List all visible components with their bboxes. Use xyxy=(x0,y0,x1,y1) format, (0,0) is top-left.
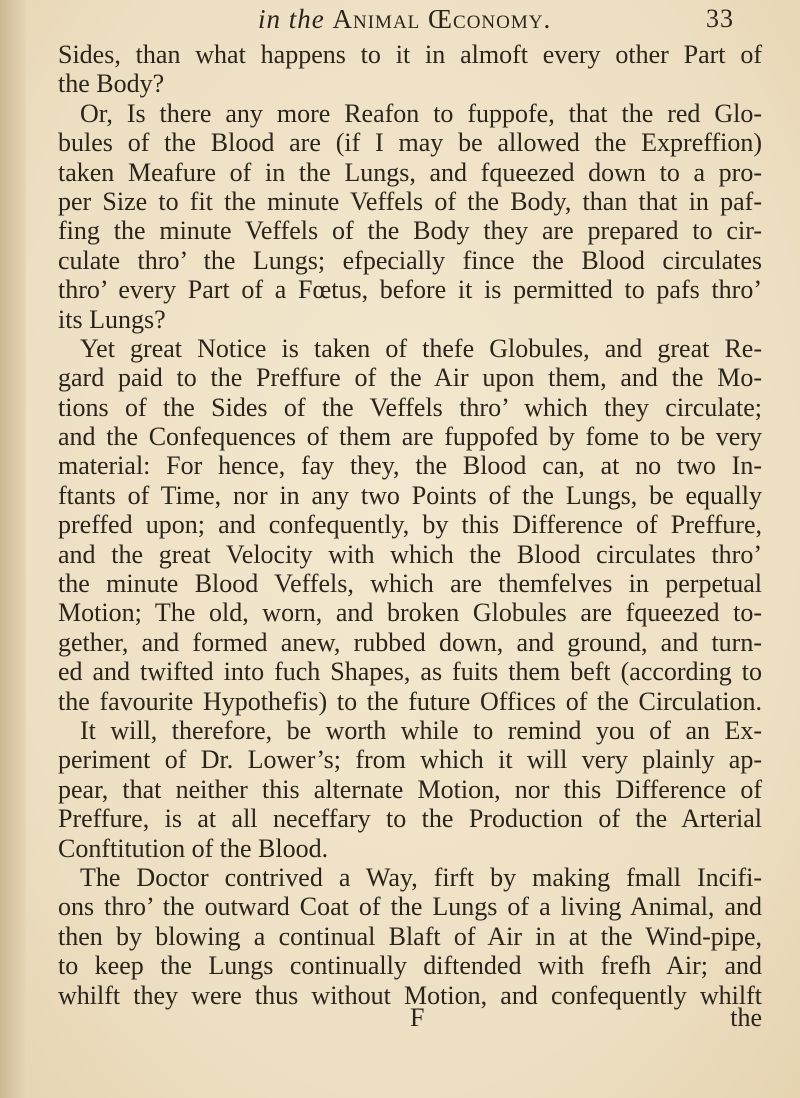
signature-mark: F xyxy=(410,1003,425,1032)
text-line: ftants of Time, nor in any two Points of the Lungs, be equally xyxy=(58,480,762,510)
text-line: and the great Velocity with which the Blood circulates thro’ xyxy=(58,539,762,569)
text-line: the Body? xyxy=(58,69,165,99)
text-line: thro’ every Part of a Fœtus, before it is permitted to pafs thro’ xyxy=(58,275,762,305)
text-line: gether, and formed anew, rubbed down, and ground, and turn- xyxy=(58,627,762,657)
text-line: Conftitution of the Blood. xyxy=(58,833,329,863)
text-line: periment of Dr. Lower’s; from which it will very plainly ap- xyxy=(58,745,762,775)
text-line: preffed upon; and confequently, by this Difference of Preffure, xyxy=(58,510,762,540)
text-line: It will, therefore, be worth while to remind you of an Ex- xyxy=(80,715,762,745)
text-line: the favourite Hypothefis) to the future Offices of the Circulation. xyxy=(58,686,762,716)
running-head-italic: in the xyxy=(258,4,325,34)
text-line: Motion; The old, worn, and broken Globules are fqueezed to- xyxy=(58,598,762,628)
text-line: pear, that neither this alternate Motion, nor this Difference of xyxy=(58,774,762,804)
text-line: per Size to fit the minute Veffels of the Body, than that in paf- xyxy=(58,186,762,216)
page-footer xyxy=(58,1003,762,1033)
text-line: Yet great Notice is taken of thefe Globules, and great Re- xyxy=(80,333,762,363)
text-line: culate thro’ the Lungs; efpecially fince the Blood circulates xyxy=(58,245,762,275)
text-line: Preffure, is at all neceffary to the Production of the Arterial xyxy=(58,804,762,834)
text-line: bules of the Blood are (if I may be allowed the Expreffion) xyxy=(58,128,762,158)
catchword: the xyxy=(730,1003,762,1032)
text-line: and the Confequences of them are fuppofed by fome to be very xyxy=(58,422,762,452)
text-line: Or, Is there any more Reafon to fuppofe, that the red Glo- xyxy=(80,98,762,128)
text-line: tions of the Sides of the Veffels thro’ which they circulate; xyxy=(58,392,762,422)
text-line: material: For hence, fay they, the Blood can, at no two In- xyxy=(58,451,762,481)
page-number: 33 xyxy=(706,4,734,33)
running-head xyxy=(258,4,551,35)
page-header xyxy=(258,4,758,38)
text-line: taken Meafure of in the Lungs, and fqueezed down to a pro- xyxy=(58,157,762,187)
text-line: whilft they were thus without Motion, and confequently whilft xyxy=(58,980,762,1010)
running-head-title: Animal Œconomy. xyxy=(332,4,552,34)
text-line: its Lungs? xyxy=(58,304,166,334)
text-line: the minute Blood Veffels, which are themfelves in perpetual xyxy=(58,569,762,599)
text-line: Sides, than what happens to it in almoft every other Part of xyxy=(58,40,762,69)
page-edge-shadow xyxy=(0,0,26,1098)
text-line: ons thro’ the outward Coat of the Lungs of a living Animal, and xyxy=(58,892,762,922)
text-line: fing the minute Veffels of the Body they are prepared to cir- xyxy=(58,216,762,246)
text-line: to keep the Lungs continually diftended with frefh Air; and xyxy=(58,951,762,981)
text-line: ed and twifted into fuch Shapes, as fuits them beft (according to xyxy=(58,657,762,687)
body-text xyxy=(58,40,762,1010)
text-line: The Doctor contrived a Way, firft by making fmall Incifi- xyxy=(80,862,762,892)
text-line: gard paid to the Preffure of the Air upon them, and the Mo- xyxy=(58,363,762,393)
text-line: then by blowing a continual Blaft of Air in at the Wind-pipe, xyxy=(58,921,762,951)
